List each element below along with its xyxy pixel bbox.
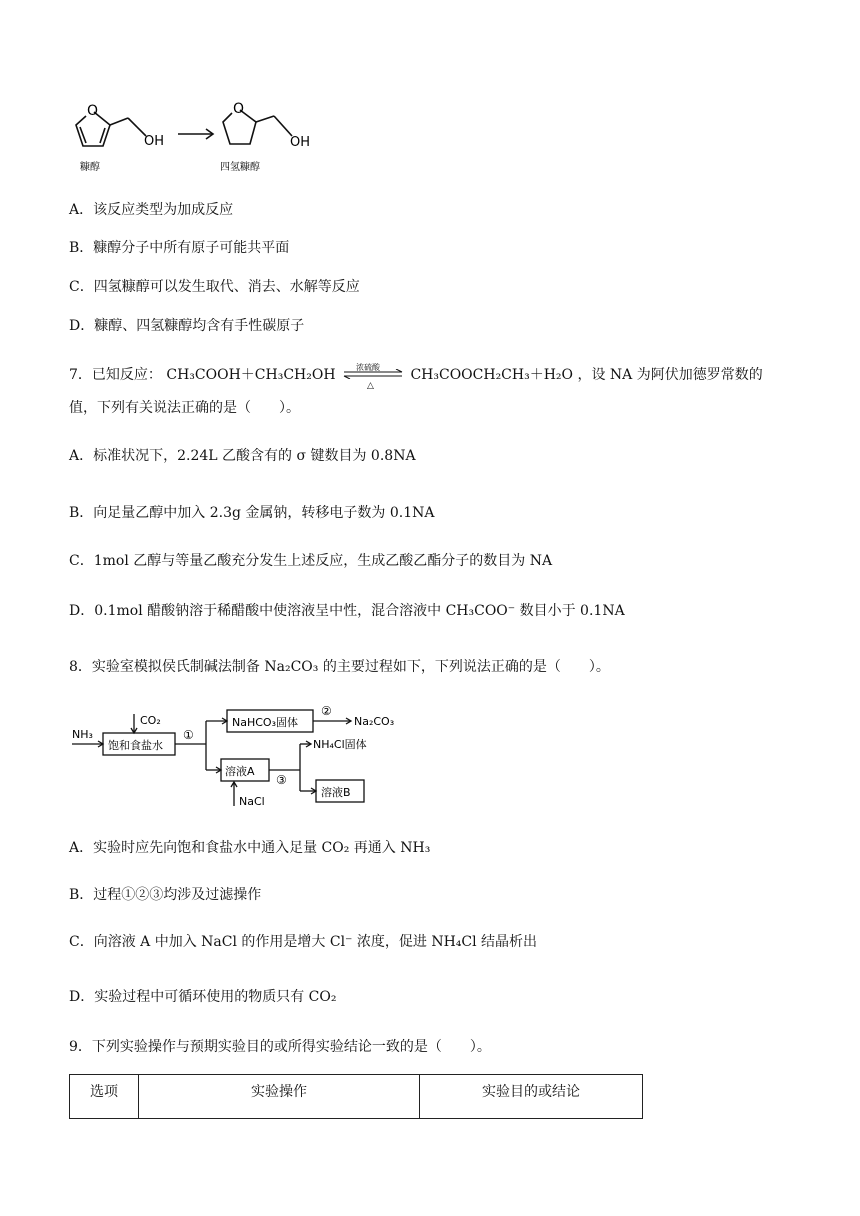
q6-option-d: D．糠醇、四氢糠醇均含有手性碳原子 (69, 318, 305, 334)
flow-brine: 饱和食盐水 (108, 739, 163, 752)
q6-option-a: A．该反应类型为加成反应 (69, 202, 234, 218)
q7-option-b: B．向足量乙醇中加入 2.3g 金属钠，转移电子数为 0.1NA (69, 505, 435, 521)
flow-step2: ② (321, 704, 332, 718)
q8-stem: 8．实验室模拟侯氏制碱法制备 Na₂CO₃ 的主要过程如下，下列说法正确的是（ ）。 (69, 659, 610, 675)
flow-step3: ③ (276, 773, 287, 787)
ring-oxygen-2: O (233, 101, 245, 117)
q7-option-d: D．0.1mol 醋酸钠溶于稀醋酸中使溶液呈中性，混合溶液中 CH₃COO⁻ 数目小于 0.1NA (69, 603, 625, 619)
tetrahydrofurfuryl-alcohol-label: 四氢糠醇 (220, 162, 260, 173)
q7-condition-bottom: △ (367, 381, 374, 391)
q7-suffix: ，设 NA 为阿伏加德罗常数的 (577, 367, 763, 383)
flow-co2: CO₂ (140, 714, 161, 727)
flow-nahco3: NaHCO₃固体 (232, 716, 298, 729)
q9-table (69, 1074, 643, 1119)
flow-solution-b: 溶液B (321, 786, 351, 799)
q7-condition (340, 363, 406, 391)
table-header-operation: 实验操作 (139, 1075, 420, 1119)
flow-na2co3: Na₂CO₃ (354, 715, 395, 728)
table-header-conclusion: 实验目的或结论 (420, 1075, 643, 1119)
q8-option-a: A．实验时应先向饱和食盐水中通入足量 CO₂ 再通入 NH₃ (69, 840, 431, 856)
q7-stem-line1 (69, 363, 763, 391)
flow-step1: ① (183, 728, 194, 742)
q7-prefix: 7．已知反应： (69, 367, 162, 383)
q8-option-b: B．过程①②③均涉及过滤操作 (69, 887, 262, 903)
hydroxyl-2: OH (290, 135, 311, 150)
q8-option-c: C．向溶液 A 中加入 NaCl 的作用是增大 Cl⁻ 浓度，促进 NH₄Cl 结晶析出 (69, 934, 538, 950)
flow-solution-a: 溶液A (225, 765, 255, 778)
hydroxyl-1: OH (144, 134, 165, 149)
q7-option-a: A．标准状况下，2.24L 乙酸含有的 σ 键数目为 0.8NA (69, 448, 416, 464)
q6-option-b: B．糠醇分子中所有原子可能共平面 (69, 240, 290, 256)
solvay-process-flowchart (68, 700, 418, 810)
furfuryl-alcohol-label: 糠醇 (80, 162, 100, 173)
furfuryl-alcohol-reaction (60, 92, 340, 178)
q7-option-c: C．1mol 乙醇与等量乙酸充分发生上述反应，生成乙酸乙酯分子的数目为 NA (69, 553, 553, 569)
flow-nacl: NaCl (239, 795, 265, 808)
q7-condition-top: 浓硫酸 (356, 363, 380, 372)
q7-rhs: CH₃COOCH₂CH₃＋H₂O (410, 367, 574, 383)
q9-stem: 9．下列实验操作与预期实验目的或所得实验结论一致的是（ ）。 (69, 1039, 491, 1055)
table-header-option: 选项 (70, 1075, 139, 1119)
q7-stem-line2: 值，下列有关说法正确的是（ ）。 (69, 400, 300, 416)
ring-oxygen-1: O (87, 103, 99, 119)
q6-option-c: C．四氢糠醇可以发生取代、消去、水解等反应 (69, 279, 360, 295)
table-row (70, 1075, 643, 1119)
q8-option-d: D．实验过程中可循环使用的物质只有 CO₂ (69, 989, 337, 1005)
flow-nh3: NH₃ (72, 728, 93, 741)
flow-nh4cl: NH₄Cl固体 (313, 738, 367, 751)
q7-lhs: CH₃COOH＋CH₃CH₂OH (166, 367, 336, 383)
